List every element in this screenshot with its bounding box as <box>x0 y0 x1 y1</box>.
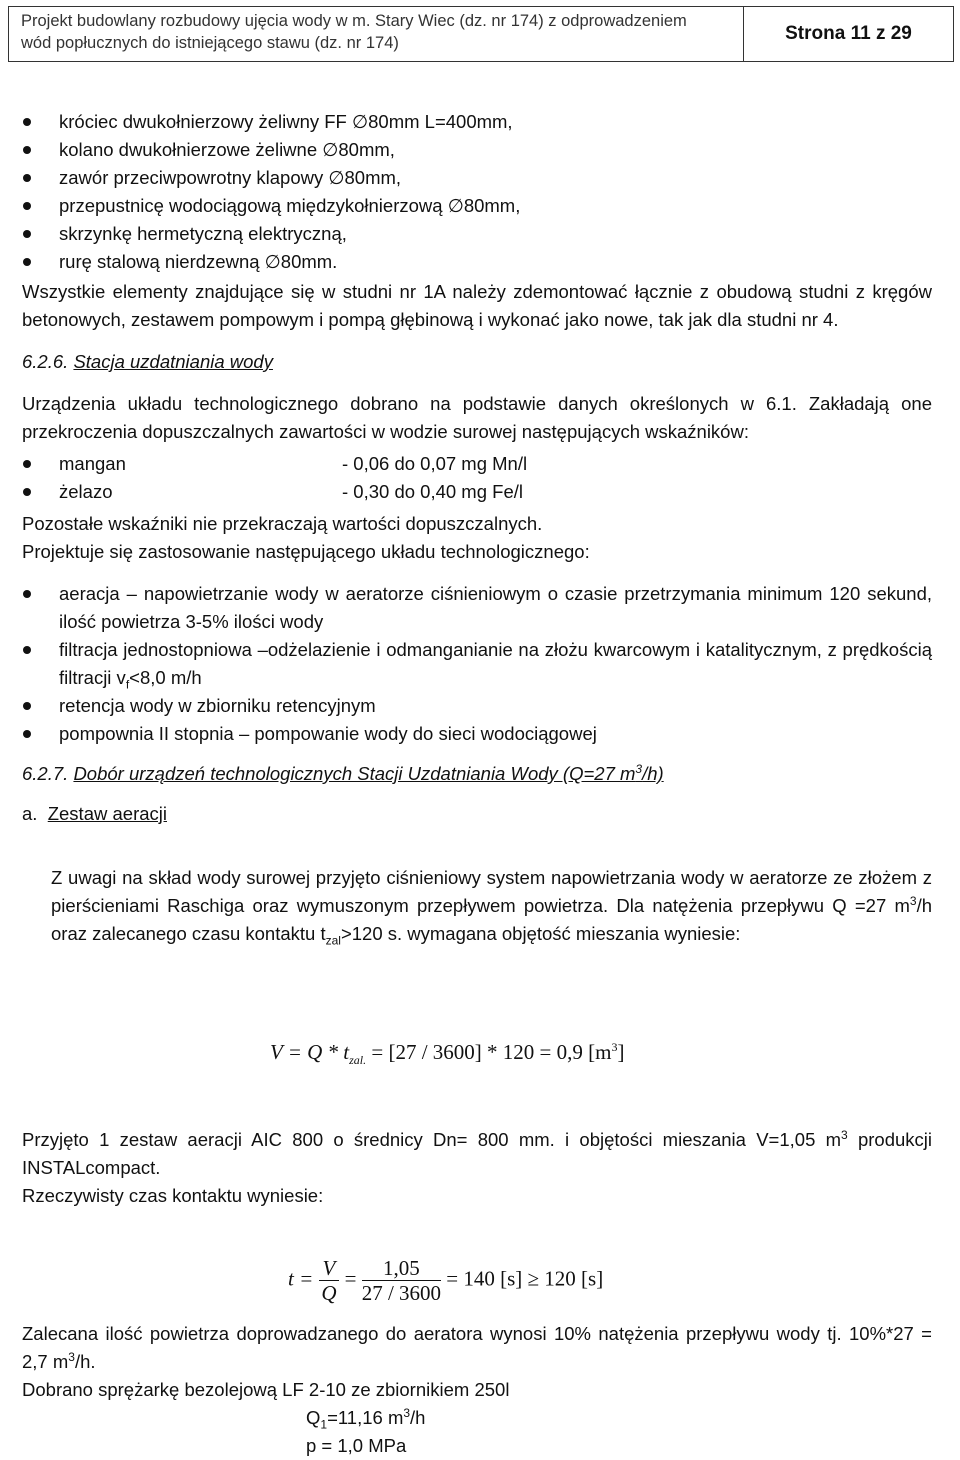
list-item: króciec dwukołnierzowy żeliwny FF ∅80mm L=400mm, <box>22 108 932 136</box>
flow-symbol: Q <box>306 1407 321 1428</box>
item-letter: a. <box>22 803 38 824</box>
paragraph-accepted <box>22 1126 932 1182</box>
accepted-text: produkcji INSTALcompact. <box>22 1129 932 1178</box>
equipment-list <box>22 108 932 276</box>
flow-unit: /h <box>410 1407 426 1428</box>
list-item: przepustnicę wodociągową międzykołnierzową ∅80mm, <box>22 192 932 220</box>
list-item: pompownia II stopnia – pompowanie wody do sieci wodociągowej <box>22 720 932 748</box>
section-number: 6.2.7. <box>22 763 69 784</box>
indicator-name: żelazo <box>59 481 113 502</box>
item-heading-a <box>22 800 932 828</box>
formula-rhs: = [27 / 3600] * 120 = 0,9 [m <box>366 1040 612 1064</box>
document-body <box>22 108 932 948</box>
formula-lhs: t = <box>288 1266 314 1291</box>
indicator-list <box>22 450 932 506</box>
list-item: skrzynkę hermetyczną elektryczną, <box>22 220 932 248</box>
list-item <box>22 478 932 506</box>
fraction-numerator: V <box>319 1256 340 1281</box>
list-item: zawór przeciwpowrotny klapowy ∅80mm, <box>22 164 932 192</box>
fraction-numerator: 1,05 <box>362 1256 441 1281</box>
indicator-value: - 0,30 do 0,40 mg Fe/l <box>342 481 523 502</box>
section-title-text: Dobór urządzeń technologicznych Stacji Uzdatniania Wody (Q=27 m <box>73 763 636 784</box>
paragraph-well: Wszystkie elementy znajdujące się w studni nr 1A należy zdemontować łącznie z obudową studni z kręgów betonowych, zestawem pompowym i pompą głębinową i wykonać jako nowe, tak jak dla studni nr 4. <box>22 281 932 330</box>
list-item <box>22 450 932 478</box>
unit-superscript: 3 <box>635 761 643 776</box>
compressor-flow <box>22 1404 932 1432</box>
compressor-pressure: p = 1,0 MPa <box>306 1435 407 1456</box>
list-item: rurę stalową nierdzewną ∅80mm. <box>22 248 932 276</box>
accepted-text: Przyjęto 1 zestaw aeracji AIC 800 o średnicy Dn= 800 mm. i objętości mieszania V=1,05 m <box>22 1129 842 1150</box>
lower-section <box>22 1126 932 1210</box>
fraction-denominator: Q <box>321 1281 337 1305</box>
fraction-values <box>362 1256 441 1305</box>
section-number: 6.2.6. <box>22 351 69 372</box>
page-number: Strona 11 z 29 <box>785 23 912 44</box>
formula-subscript: zal. <box>349 1053 367 1068</box>
air-text: /h. <box>74 1351 96 1372</box>
unit-superscript: 3 <box>841 1127 848 1142</box>
indicator-value: - 0,06 do 0,07 mg Mn/l <box>342 453 528 474</box>
final-section <box>22 1320 932 1460</box>
paragraph-air <box>22 1320 932 1376</box>
fraction-denominator: 27 / 3600 <box>361 1281 442 1305</box>
formula-result: = 140 [s] ≥ 120 [s] <box>446 1266 604 1291</box>
formula-equals: = <box>344 1266 357 1291</box>
indicator-name: mangan <box>59 453 126 474</box>
item-title: Zestaw aeracji <box>47 803 167 824</box>
section-heading-6-2-7 <box>22 760 932 788</box>
velocity-limit: <8,0 m/h <box>129 667 202 688</box>
section-heading-6-2-6 <box>22 348 932 376</box>
fraction-v-over-q <box>319 1256 340 1305</box>
formula-contact-time <box>288 1256 603 1305</box>
step-text: filtracja jednostopniowa –odżelazienie i odmanganianie na złożu kwarcowym i katalitycznym, z prędkością filtracji v <box>59 639 932 688</box>
flow-subscript: 1 <box>320 1417 328 1432</box>
page-header <box>8 6 954 62</box>
section-title-unit: /h) <box>642 763 664 784</box>
step-text: aeracja – napowietrzanie wody w aeratorze ciśnieniowym o czasie przetrzymania minimum 120 sekund, ilość powietrza 3-5% ilości wody <box>59 583 932 632</box>
paragraph-real-time: Rzeczywisty czas kontaktu wyniesie: <box>22 1185 324 1206</box>
list-item <box>22 636 932 692</box>
unit-superscript: 3 <box>68 1349 75 1364</box>
assumption-text: >120 s. wymagana objętość mieszania wyniesie: <box>340 923 741 944</box>
paragraph-project: Projektuje się zastosowanie następującego układu technologicznego: <box>22 541 590 562</box>
list-item: retencja wody w zbiorniku retencyjnym <box>22 692 932 720</box>
assumption-text: /h oraz zalecanego czasu kontaktu t <box>51 895 932 944</box>
project-title <box>9 7 744 61</box>
velocity-subscript: f <box>125 677 130 692</box>
formula-lhs: V = Q * t <box>270 1040 350 1064</box>
project-title-line-1: Projekt budowlany rozbudowy ujęcia wody w m. Stary Wiec (dz. nr 174) z odprowadzeniem <box>21 12 687 30</box>
formula-superscript: 3 <box>611 1040 618 1054</box>
air-text: Zalecana ilość powietrza doprowadzanego do aeratora wynosi 10% natężenia przepływu wody tj. 10%*27 = 2,7 m <box>22 1323 932 1372</box>
assumption-text: Z uwagi na skład wody surowej przyjęto ciśnieniowy system napowietrzania wody w aeratorze ze złożem z pierścieniami Raschiga oraz wymuszonym przepływem powietrza. Dla natężenia przepływu Q =27 m <box>51 867 932 916</box>
unit-superscript: 3 <box>403 1405 411 1420</box>
paragraph-assumption <box>22 864 932 948</box>
paragraph-compressor: Dobrano sprężarkę bezolejową LF 2-10 ze zbiornikiem 250l <box>22 1379 510 1400</box>
formula-volume <box>270 1038 624 1066</box>
time-subscript: zal <box>325 933 341 948</box>
flow-value: =11,16 m <box>327 1407 404 1428</box>
paragraph-other: Pozostałe wskaźniki nie przekraczają wartości dopuszczalnych. <box>22 513 543 534</box>
project-title-line-2: wód popłucznych do istniejącego stawu (dz. nr 174) <box>21 34 399 52</box>
section-title: Stacja uzdatniania wody <box>73 351 273 372</box>
paragraph-devices: Urządzenia układu technologicznego dobrano na podstawie danych określonych w 6.1. Zakładają one przekroczenia dopuszczalnych zawartości w wodzie surowej następujących wskaźników: <box>22 393 932 442</box>
process-steps <box>22 580 932 748</box>
list-item <box>22 580 932 636</box>
unit-superscript: 3 <box>909 893 917 908</box>
section-title <box>73 763 663 784</box>
formula-bracket: ] <box>617 1040 625 1064</box>
list-item: kolano dwukołnierzowe żeliwne ∅80mm, <box>22 136 932 164</box>
